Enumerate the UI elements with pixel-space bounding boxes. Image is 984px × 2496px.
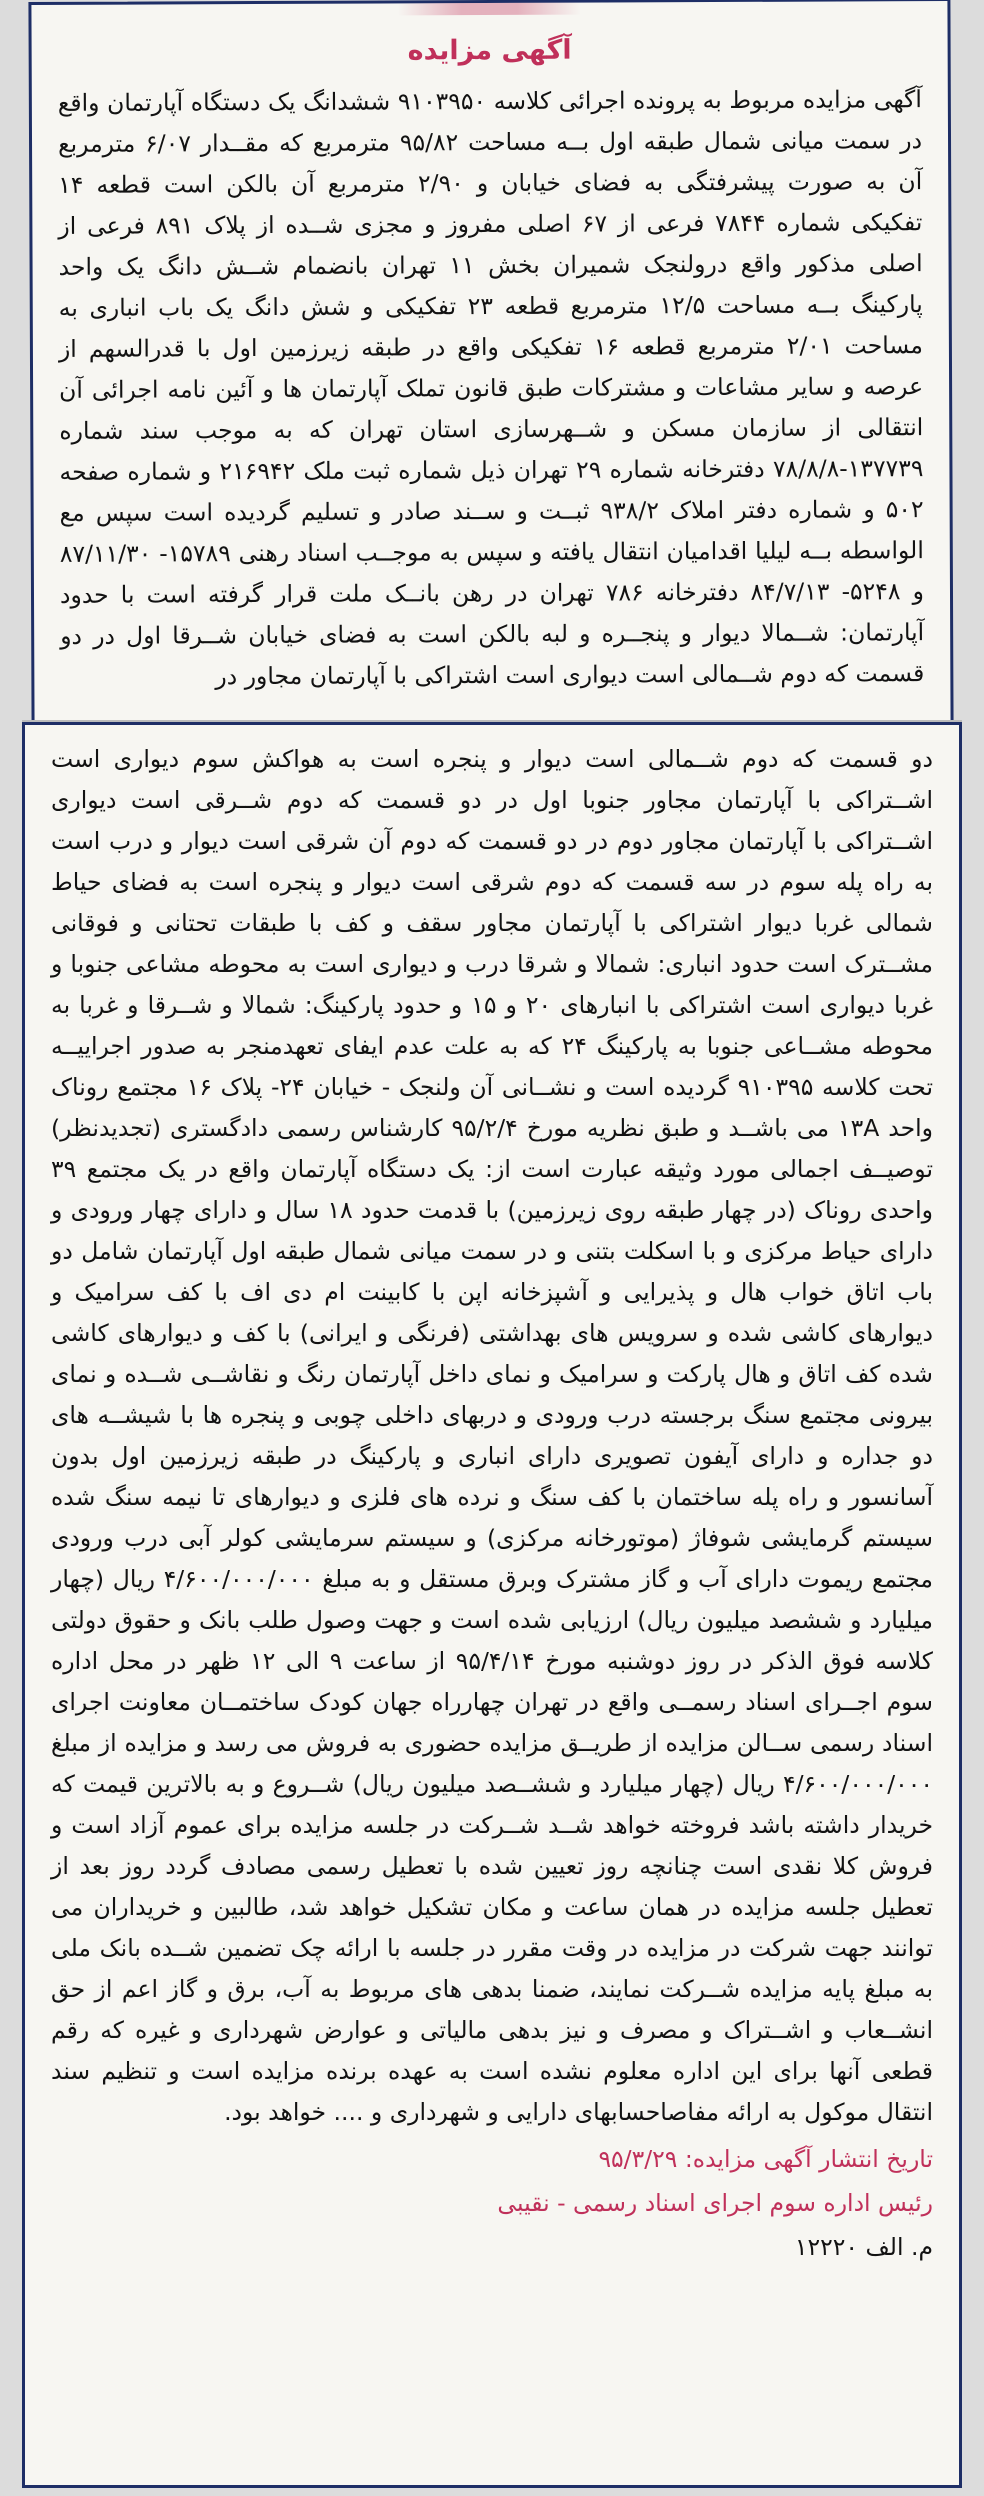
- reference-code: م. الف ۱۲۲۲۰: [794, 2233, 933, 2261]
- signature: رئیس اداره سوم اجرای اسناد رسمی - نقیبی: [497, 2189, 933, 2217]
- notice-title: آگهی مزایده: [407, 34, 572, 67]
- notice-clipping-top: [28, 0, 953, 732]
- header-decoration: [31, 1, 947, 17]
- publish-date: تاریخ انتشار آگهی مزایده: ۹۵/۳/۲۹: [598, 2145, 933, 2173]
- notice-footer: [25, 2133, 959, 2269]
- notice-body-part-1: آگهی مزایده مربوط به پرونده اجرائی کلاسه ۹۱۰۳۹۵۰ ششدانگ یک دستگاه آپارتمان واقع در سمت میانی شمال طبقه اول بــه مساحت ۹۵/۸۲ مترمربع که مقــدار ۶/۰۷ مترمربع آن به صورت پیشرفتگی به فضای خیابان و ۲/۹۰ مترمربع آن بالکن است قطعه ۱۴ تفکیکی شماره ۷۸۴۴ فرعی از ۶۷ اصلی مفروز و مجزی شــده از پلاک ۸۹۱ فرعی از اصلی مذکور واقع درولنجک شمیران بخش ۱۱ تهران بانضمام شــش دانگ یک واحد پارکینگ بــه مساحت ۱۲/۵ مترمربع قطعه ۲۳ تفکیکی و شش دانگ یک باب انباری به مساحت ۲/۰۱ مترمربع قطعه ۱۶ تفکیکی واقع در طبقه زیرزمین اول با قدرالسهم از عرصه و سایر مشاعات و مشترکات طبق قانون تملک آپارتمان ها و آئین نامه اجرائی آن انتقالی از سازمان مسکن و شــهرسازی استان تهران که به موجب سند شماره ۱۳۷۷۳۹-۷۸/۸/۸ دفترخانه شماره ۲۹ تهران ذیل شماره ثبت ملک ۲۱۶۹۴۲ و شماره صفحه ۵۰۲ و شماره دفتر املاک ۹۳۸/۲ ثبــت و ســند صادر و تسلیم گردیده است سپس مع الواسطه بــه لیلیا اقدامیان انتقال یافته و سپس به موجــب اسناد رهنی ۱۵۷۸۹- ۸۷/۱۱/۳۰ و ۵۲۴۸- ۸۴/۷/۱۳ دفترخانه ۷۸۶ تهران در رهن بانــک ملت قرار گرفته است با حدود آپارتمان: شــمالا دیوار و پنجــره و لبه بالکن است به فضای خیابان شــرقا اول در دو قسمت که دوم شــمالی است دیواری است اشتراکی با آپارتمان مجاور در: [57, 85, 925, 691]
- notice-body-part-2: دو قسمت که دوم شــمالی است دیوار و پنجره است به هواکش سوم دیواری است اشــتراکی با آپارتمان مجاور جنوبا اول در دو قسمت که دوم شــرقی است دیواری اشــتراکی با آپارتمان مجاور دوم در دو قسمت که دوم آن شرقی است دیوار و درب است به راه پله سوم در سه قسمت که دوم شرقی است دیوار و پنجره است به فضای حیاط شمالی غربا دیوار اشتراکی با آپارتمان مجاور سقف و کف با طبقات تحتانی و فوقانی مشــترک است حدود انباری: شمالا و شرقا درب و دیواری است به محوطه مشاعی جنوبا و غربا دیواری است اشتراکی با انبارهای ۲۰ و ۱۵ و حدود پارکینگ: شمالا و شــرقا و غربا به محوطه مشــاعی جنوبا به پارکینگ ۲۴ که به علت عدم ایفای تعهدمنجر به صدور اجراییــه تحت کلاسه ۹۱۰۳۹۵ گردیده است و نشــانی آن ولنجک - خیابان ۲۴- پلاک ۱۶ مجتمع روناک واحد ۱۳A می باشــد و طبق نظریه مورخ ۹۵/۲/۴ کارشناس رسمی دادگستری (تجدیدنظر) توصیــف اجمالی مورد وثیقه عبارت است از: یک دستگاه آپارتمان واقع در یک مجتمع ۳۹ واحدی روناک (در چهار طبقه روی زیرزمین) با قدمت حدود ۱۸ سال و دارای چهار ورودی و دارای حیاط مرکزی و با اسکلت بتنی و در سمت میانی شمال طبقه اول آپارتمان شامل دو باب اتاق خواب هال و پذیرایی و آشپزخانه اپن با کابینت ام دی اف با کف سرامیک و دیوارهای کاشی شده و سرویس های بهداشتی (فرنگی و ایرانی) با کف و دیوارهای کاشی شده کف اتاق و هال پارکت و سرامیک و نمای داخل آپارتمان رنگ و نقاشــی شــده و نمای بیرونی مجتمع سنگ برجسته درب ورودی و دربهای داخلی چوبی و پنجره ها با شیشــه های دو جداره و دارای آیفون تصویری دارای انباری و پارکینگ در طبقه زیرزمین اول بدون آسانسور و راه پله ساختمان با کف سنگ و نرده های فلزی و دیوارهای تا نیمه سنگ شده سیستم گرمایشی شوفاژ (موتورخانه مرکزی) و سیستم سرمایشی کولر آبی درب ورودی مجتمع ریموت دارای آب و گاز مشترک وبرق مستقل و به مبلغ ۴/۶۰۰/۰۰۰/۰۰۰ ریال (چهار میلیارد و ششصد میلیون ریال) ارزیابی شده است و جهت وصول طلب بانک و حقوق دولتی کلاسه فوق الذکر در روز دوشنبه مورخ ۹۵/۴/۱۴ از ساعت ۹ الی ۱۲ ظهر در محل اداره سوم اجــرای اسناد رسمــی واقع در تهران چهارراه جهان کودک ساختمــان معاونت اجرای اسناد رسمی ســالن مزایده از طریــق مزایده حضوری به فروش می رسد و مزایده از مبلغ ۴/۶۰۰/۰۰۰/۰۰۰ ریال (چهار میلیارد و ششــصد میلیون ریال) شــروع و به بالاترین قیمت که خریدار داشته باشد فروخته خواهد شــد شــرکت در جلسه مزایده برای عموم آزاد است و فروش کلا نقدی است چنانچه روز تعیین شده با تعطیل رسمی مصادف گردد روز بعد از تعطیل جلسه مزایده در همان ساعت و مکان تشکیل خواهد شد، طالبین و خریداران می توانند جهت شرکت در مزایده در وقت مقرر در جلسه با ارائه چک تضمین شــده بانک ملی به مبلغ پایه مزایده شــرکت نمایند، ضمنا بدهی های مربوط به آب، برق و گاز اعم از حق انشــعاب و اشــتراک و مصرف و نیز بدهی مالیاتی و عوارض شهرداری و غیره که رقم قطعی آنها برای این اداره معلوم نشده است به عهده برنده مزایده است و تنظیم سند انتقال موکول به ارائه مفاصاحسابهای دارایی و شهرداری و .... خواهد بود.: [51, 745, 933, 2126]
- notice-clipping-bottom: [22, 722, 962, 2488]
